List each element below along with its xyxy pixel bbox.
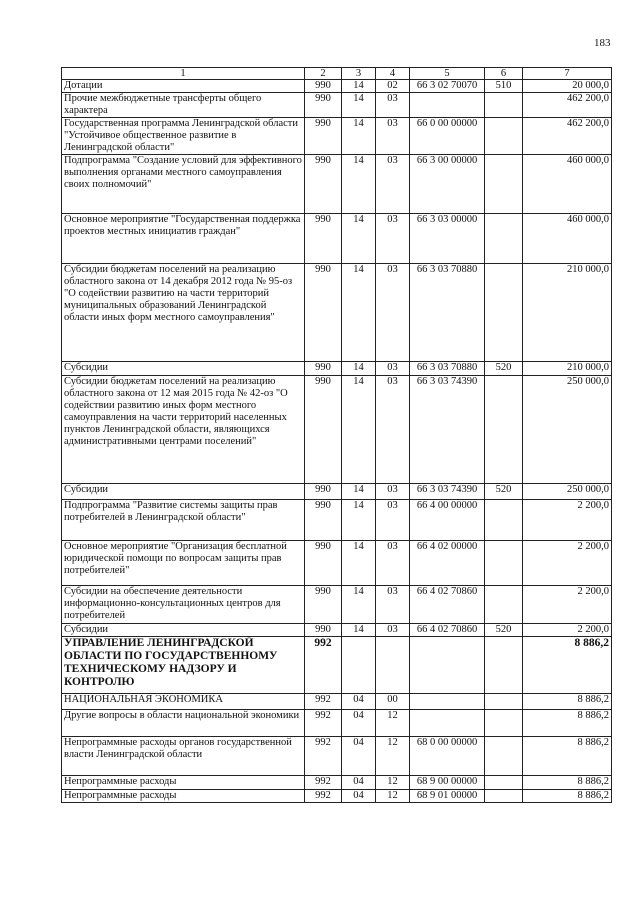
column-header: 2 xyxy=(305,68,342,80)
row-c7-cell: 210 000,0 xyxy=(523,362,612,376)
row-c7-cell: 8 886,2 xyxy=(523,710,612,737)
row-c6-cell xyxy=(485,214,523,264)
row-c7-cell: 2 200,0 xyxy=(523,500,612,541)
row-c6-cell xyxy=(485,541,523,586)
row-c4-cell: 03 xyxy=(376,93,410,118)
row-c3-cell: 04 xyxy=(342,790,376,803)
row-c7-cell: 8 886,2 xyxy=(523,790,612,803)
row-c4-cell: 12 xyxy=(376,790,410,803)
row-c7-cell: 462 200,0 xyxy=(523,93,612,118)
table-row xyxy=(62,790,612,803)
row-name-cell: Непрограммные расходы органов государственной власти Ленинградской области xyxy=(62,737,305,776)
row-c3-cell: 14 xyxy=(342,586,376,624)
row-c5-cell xyxy=(410,710,485,737)
row-c5-cell: 66 0 00 00000 xyxy=(410,118,485,155)
row-c3-cell: 14 xyxy=(342,500,376,541)
row-c2-cell: 992 xyxy=(305,694,342,710)
row-c3-cell xyxy=(342,637,376,694)
column-header: 7 xyxy=(523,68,612,80)
table-row xyxy=(62,362,612,376)
row-c6-cell xyxy=(485,376,523,484)
row-name-cell: Субсидии xyxy=(62,484,305,500)
row-name-cell: Основное мероприятие "Организация бесплатной юридической помощи по вопросам защиты прав потребителей" xyxy=(62,541,305,586)
row-c7-cell: 20 000,0 xyxy=(523,80,612,93)
row-c4-cell: 03 xyxy=(376,484,410,500)
row-c2-cell: 990 xyxy=(305,362,342,376)
row-name-cell: Подпрограмма "Развитие системы защиты прав потребителей в Ленинградской области" xyxy=(62,500,305,541)
row-c2-cell: 990 xyxy=(305,214,342,264)
table-row xyxy=(62,118,612,155)
row-c6-cell xyxy=(485,637,523,694)
row-c7-cell: 460 000,0 xyxy=(523,155,612,214)
row-c4-cell: 03 xyxy=(376,624,410,637)
row-c4-cell: 03 xyxy=(376,500,410,541)
row-c4-cell xyxy=(376,637,410,694)
row-c7-cell: 2 200,0 xyxy=(523,586,612,624)
row-c5-cell: 66 3 03 00000 xyxy=(410,214,485,264)
row-c2-cell: 990 xyxy=(305,93,342,118)
row-c2-cell: 990 xyxy=(305,586,342,624)
row-c5-cell: 66 3 02 70070 xyxy=(410,80,485,93)
row-c3-cell: 14 xyxy=(342,376,376,484)
row-c5-cell: 66 4 02 70860 xyxy=(410,624,485,637)
row-c3-cell: 04 xyxy=(342,694,376,710)
row-c2-cell: 990 xyxy=(305,118,342,155)
row-c6-cell xyxy=(485,710,523,737)
row-c5-cell: 68 9 00 00000 xyxy=(410,776,485,790)
row-c7-cell: 8 886,2 xyxy=(523,694,612,710)
table-row xyxy=(62,737,612,776)
row-c6-cell xyxy=(485,118,523,155)
row-c2-cell: 990 xyxy=(305,264,342,362)
row-c6-cell xyxy=(485,155,523,214)
row-name-cell: Субсидии на обеспечение деятельности информационно-консультационных центров для потребителей xyxy=(62,586,305,624)
row-c7-cell: 8 886,2 xyxy=(523,737,612,776)
row-c2-cell: 990 xyxy=(305,500,342,541)
row-c5-cell: 66 3 03 70880 xyxy=(410,362,485,376)
row-c7-cell: 2 200,0 xyxy=(523,624,612,637)
row-c5-cell: 66 3 03 74390 xyxy=(410,484,485,500)
row-c3-cell: 14 xyxy=(342,93,376,118)
row-c4-cell: 03 xyxy=(376,376,410,484)
row-c3-cell: 14 xyxy=(342,80,376,93)
row-c4-cell: 12 xyxy=(376,737,410,776)
row-c6-cell xyxy=(485,500,523,541)
row-c4-cell: 03 xyxy=(376,118,410,155)
row-c6-cell xyxy=(485,737,523,776)
row-name-cell: Подпрограмма "Создание условий для эффективного выполнения органами местного самоуправления своих полномочий" xyxy=(62,155,305,214)
row-c3-cell: 14 xyxy=(342,541,376,586)
row-c4-cell: 03 xyxy=(376,214,410,264)
row-name-cell: Дотации xyxy=(62,80,305,93)
row-c3-cell: 14 xyxy=(342,155,376,214)
row-name-cell: Субсидии xyxy=(62,624,305,637)
row-name-cell: Основное мероприятие "Государственная поддержка проектов местных инициатив граждан" xyxy=(62,214,305,264)
row-c3-cell: 04 xyxy=(342,737,376,776)
row-c5-cell xyxy=(410,637,485,694)
row-name-cell: Непрограммные расходы xyxy=(62,776,305,790)
row-c2-cell: 992 xyxy=(305,737,342,776)
row-c3-cell: 14 xyxy=(342,484,376,500)
row-name-cell: Субсидии xyxy=(62,362,305,376)
row-c4-cell: 12 xyxy=(376,776,410,790)
row-name-cell: Субсидии бюджетам поселений на реализацию областного закона от 14 декабря 2012 года № 95-оз "О содействии развитию на части территорий муниципальных образований Ленинградской области иных форм местного самоуправления" xyxy=(62,264,305,362)
row-c6-cell xyxy=(485,264,523,362)
header-row xyxy=(62,68,612,80)
row-c2-cell: 990 xyxy=(305,624,342,637)
table-row xyxy=(62,624,612,637)
row-name-cell: УПРАВЛЕНИЕ ЛЕНИНГРАДСКОЙ ОБЛАСТИ ПО ГОСУДАРСТВЕННОМУ ТЕХНИЧЕСКОМУ НАДЗОРУ И КОНТРОЛЮ xyxy=(62,637,305,694)
row-c7-cell: 2 200,0 xyxy=(523,541,612,586)
table-row xyxy=(62,214,612,264)
row-c2-cell: 990 xyxy=(305,155,342,214)
row-c4-cell: 03 xyxy=(376,155,410,214)
row-c6-cell: 520 xyxy=(485,484,523,500)
row-c6-cell xyxy=(485,586,523,624)
row-c5-cell: 66 4 00 00000 xyxy=(410,500,485,541)
row-c5-cell xyxy=(410,694,485,710)
row-c3-cell: 04 xyxy=(342,776,376,790)
row-c6-cell xyxy=(485,93,523,118)
row-c4-cell: 03 xyxy=(376,586,410,624)
row-c2-cell: 990 xyxy=(305,484,342,500)
table-row xyxy=(62,484,612,500)
row-c7-cell: 250 000,0 xyxy=(523,484,612,500)
row-c5-cell: 66 3 03 74390 xyxy=(410,376,485,484)
row-c7-cell: 210 000,0 xyxy=(523,264,612,362)
row-c7-cell: 8 886,2 xyxy=(523,776,612,790)
column-header: 3 xyxy=(342,68,376,80)
row-c7-cell: 8 886,2 xyxy=(523,637,612,694)
row-c5-cell: 68 9 01 00000 xyxy=(410,790,485,803)
row-c4-cell: 02 xyxy=(376,80,410,93)
row-c2-cell: 990 xyxy=(305,376,342,484)
table-row xyxy=(62,541,612,586)
row-c6-cell xyxy=(485,694,523,710)
row-c6-cell xyxy=(485,790,523,803)
row-c3-cell: 04 xyxy=(342,710,376,737)
row-c7-cell: 460 000,0 xyxy=(523,214,612,264)
table-row xyxy=(62,80,612,93)
row-c7-cell: 250 000,0 xyxy=(523,376,612,484)
column-header: 5 xyxy=(410,68,485,80)
row-c6-cell: 520 xyxy=(485,362,523,376)
row-c5-cell: 66 3 00 00000 xyxy=(410,155,485,214)
row-name-cell: Другие вопросы в области национальной экономики xyxy=(62,710,305,737)
row-c3-cell: 14 xyxy=(342,264,376,362)
row-name-cell: Непрограммные расходы xyxy=(62,790,305,803)
budget-table xyxy=(61,67,612,803)
row-c2-cell: 992 xyxy=(305,776,342,790)
table-row xyxy=(62,376,612,484)
row-name-cell: Субсидии бюджетам поселений на реализацию областного закона от 12 мая 2015 года № 42-оз "О содействии развитию иных форм местного самоуправления на части территорий населенных пунктов Ленинградской области, являющихся административными центрами поселений" xyxy=(62,376,305,484)
row-c7-cell: 462 200,0 xyxy=(523,118,612,155)
row-c4-cell: 03 xyxy=(376,264,410,362)
page-number: 183 xyxy=(594,37,611,49)
row-c3-cell: 14 xyxy=(342,362,376,376)
row-c5-cell: 66 4 02 00000 xyxy=(410,541,485,586)
row-c3-cell: 14 xyxy=(342,118,376,155)
row-c5-cell: 66 3 03 70880 xyxy=(410,264,485,362)
row-name-cell: Государственная программа Ленинградской области "Устойчивое общественное развитие в Ленинградской области" xyxy=(62,118,305,155)
row-c4-cell: 12 xyxy=(376,710,410,737)
row-name-cell: НАЦИОНАЛЬНАЯ ЭКОНОМИКА xyxy=(62,694,305,710)
row-c6-cell: 510 xyxy=(485,80,523,93)
table-row xyxy=(62,264,612,362)
row-c6-cell xyxy=(485,776,523,790)
row-c4-cell: 00 xyxy=(376,694,410,710)
row-c5-cell xyxy=(410,93,485,118)
table-row xyxy=(62,155,612,214)
row-c2-cell: 992 xyxy=(305,637,342,694)
row-c2-cell: 990 xyxy=(305,80,342,93)
table-row xyxy=(62,694,612,710)
table-row xyxy=(62,710,612,737)
row-c5-cell: 68 0 00 00000 xyxy=(410,737,485,776)
column-header: 1 xyxy=(62,68,305,80)
table-row xyxy=(62,637,612,694)
table-row xyxy=(62,586,612,624)
row-c3-cell: 14 xyxy=(342,214,376,264)
row-c2-cell: 992 xyxy=(305,790,342,803)
row-c6-cell: 520 xyxy=(485,624,523,637)
row-c4-cell: 03 xyxy=(376,362,410,376)
row-c2-cell: 990 xyxy=(305,541,342,586)
table-row xyxy=(62,776,612,790)
row-c4-cell: 03 xyxy=(376,541,410,586)
row-name-cell: Прочие межбюджетные трансферты общего характера xyxy=(62,93,305,118)
column-header: 6 xyxy=(485,68,523,80)
table-row xyxy=(62,93,612,118)
column-header: 4 xyxy=(376,68,410,80)
table-row xyxy=(62,500,612,541)
row-c3-cell: 14 xyxy=(342,624,376,637)
row-c5-cell: 66 4 02 70860 xyxy=(410,586,485,624)
row-c2-cell: 992 xyxy=(305,710,342,737)
